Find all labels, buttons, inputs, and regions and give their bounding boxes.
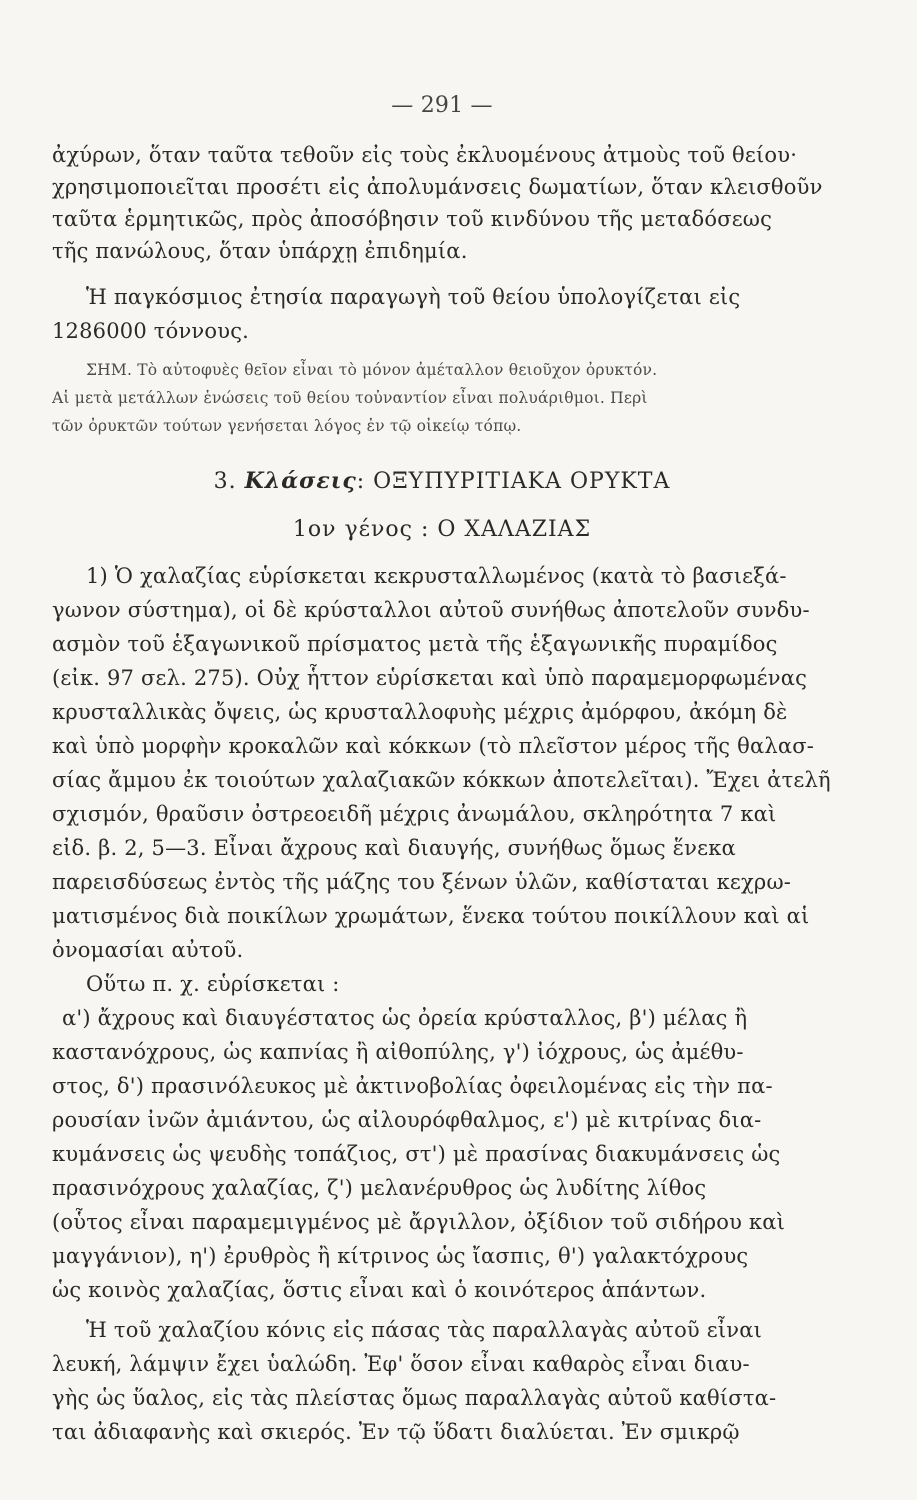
text-line: λευκή, λάμψιν ἔχει ὑαλώδη. Ἐφ' ὅσον εἶναι καθαρὸς εἶναι διαυ- <box>52 1352 750 1376</box>
note-line: ΣΗΜ. Τὸ αὐτοφυὲς θεῖον εἶναι τὸ μόνον ἀμέταλλον θειοῦχον ὀρυκτόν. <box>86 361 658 379</box>
text-line: σίας ἄμμου ἐκ τοιούτων χαλαζιακῶν κόκκων ἀποτελεῖται). Ἔχει ἀτελῆ <box>52 768 831 792</box>
text-line: γωνον σύστημα), οἱ δὲ κρύσταλλοι αὐτοῦ συνήθως ἀποτελοῦν συνδυ- <box>52 598 810 622</box>
text-line: ασμὸν τοῦ ἑξαγωνικοῦ πρίσματος μετὰ τῆς ἑξαγωνικῆς πυραμίδος <box>52 632 778 656</box>
text-line: (οὗτος εἶναι παραμεμιγμένος μὲ ἄργιλλον, ὀξίδιον τοῦ σιδήρου καὶ <box>52 1210 786 1234</box>
text-line: σχισμόν, θραῦσιν ὀστρεοειδῆ μέχρις ἀνωμάλου, σκληρότητα 7 καὶ <box>52 802 777 826</box>
text-line: χρησιμοποιεῖται προσέτι εἰς ἀπολυμάνσεις δωματίων, ὅταν κλεισθοῦν <box>52 175 823 199</box>
note-line: Αἱ μετὰ μετάλλων ἑνώσεις τοῦ θείου τοὐναντίον εἶναι πολυάριθμοι. Περὶ <box>52 389 648 407</box>
section-title: : ΟΞΥΠΥΡΙΤΙΑΚΑ ΟΡΥΚΤΑ <box>356 469 671 494</box>
text-line: 1) Ὁ χαλαζίας εὑρίσκεται κεκρυσταλλωμένος (κατὰ τὸ βασιεξά- <box>86 564 787 588</box>
text-line: 1286000 τόννους. <box>52 319 250 343</box>
text-line: ἀχύρων, ὅταν ταῦτα τεθοῦν εἰς τοὺς ἐκλυομένους ἀτμοὺς τοῦ θείου· <box>52 143 798 167</box>
text-line: ρουσίαν ἰνῶν ἀμιάντου, ὡς αἰλουρόφθαλμος, ε') μὲ κιτρίνας δια- <box>52 1108 762 1132</box>
text-line: ὀνομασίαι αὐτοῦ. <box>52 938 244 962</box>
note-line: τῶν ὀρυκτῶν τούτων γενήσεται λόγος ἐν τῷ οἰκείῳ τόπῳ. <box>52 417 522 435</box>
text-line: Οὕτω π. χ. εὑρίσκεται : <box>86 972 340 996</box>
section-number: 3. <box>213 469 237 494</box>
text-line: καὶ ὑπὸ μορφὴν κροκαλῶν καὶ κόκκων (τὸ πλεῖστον μέρος τῆς θαλασ- <box>52 734 815 758</box>
page-number: — 291 — <box>391 93 493 118</box>
text-line: Ἡ παγκόσμιος ἐτησία παραγωγὴ τοῦ θείου ὑπολογίζεται εἰς <box>86 285 741 309</box>
text-line: κρυσταλλικὰς ὄψεις, ὡς κρυσταλλοφυὴς μέχρις ἀμόρφου, ἀκόμη δὲ <box>52 700 788 724</box>
text-line: κυμάνσεις ὡς ψευδὴς τοπάζιος, στ') μὲ πρασίνας διακυμάνσεις ὡς <box>52 1142 781 1166</box>
text-line: παρεισδύσεως ἐντὸς τῆς μάζης του ξένων ὑλῶν, καθίσταται κεχρω- <box>52 870 792 894</box>
text-line: καστανόχρους, ὡς καπνίας ἢ αἰθοπύλης, γ') ἰόχρους, ὡς ἀμέθυ- <box>52 1040 744 1064</box>
text-line: μαγγάνιον), η') ἐρυθρὸς ἢ κίτρινος ὡς ἴασπις, θ') γαλακτόχρους <box>52 1244 749 1268</box>
text-line: πρασινόχρους χαλαζίας, ζ') μελανέρυθρος ὡς λυδίτης λίθος <box>52 1176 707 1200</box>
text-line: στος, δ') πρασινόλευκος μὲ ἀκτινοβολίας ὀφειλομένας εἰς τὴν πα- <box>52 1074 773 1098</box>
text-line: γὴς ὡς ὕαλος, εἰς τὰς πλείστας ὅμως παραλλαγὰς αὐτοῦ καθίστα- <box>52 1386 777 1410</box>
subheading: 1ον γένος : Ο ΧΑΛΑΖΙΑΣ <box>292 517 592 542</box>
text-line: ὡς κοινὸς χαλαζίας, ὅστις εἶναι καὶ ὁ κοινότερος ἁπάντων. <box>52 1278 707 1302</box>
text-line: α') ἄχρους καὶ διαυγέστατος ὡς ὀρεία κρύσταλλος, β') μέλας ἢ <box>62 1006 748 1030</box>
section-heading <box>52 467 832 496</box>
text-line: ται ἀδιαφανὴς καὶ σκιερός. Ἐν τῷ ὕδατι διαλύεται. Ἐν σμικρῷ <box>52 1420 740 1444</box>
section-label: Κλάσεις <box>244 468 357 494</box>
text-line: τῆς πανώλους, ὅταν ὑπάρχῃ ἐπιδημία. <box>52 239 468 263</box>
text-line: ταῦτα ἑρμητικῶς, πρὸς ἀποσόβησιν τοῦ κινδύνου τῆς μεταδόσεως <box>52 207 773 231</box>
text-line: Ἡ τοῦ χαλαζίου κόνις εἰς πάσας τὰς παραλλαγὰς αὐτοῦ εἶναι <box>86 1318 763 1342</box>
text-line: εἰδ. β. 2, 5—3. Εἶναι ἄχρους καὶ διαυγής, συνήθως ὅμως ἕνεκα <box>52 836 736 860</box>
text-line: (εἰκ. 97 σελ. 275). Οὐχ ἧττον εὑρίσκεται καὶ ὑπὸ παραμεμορφωμένας <box>52 666 808 690</box>
text-line: ματισμένος διὰ ποικίλων χρωμάτων, ἕνεκα τούτου ποικίλλουν καὶ αἱ <box>52 904 810 928</box>
